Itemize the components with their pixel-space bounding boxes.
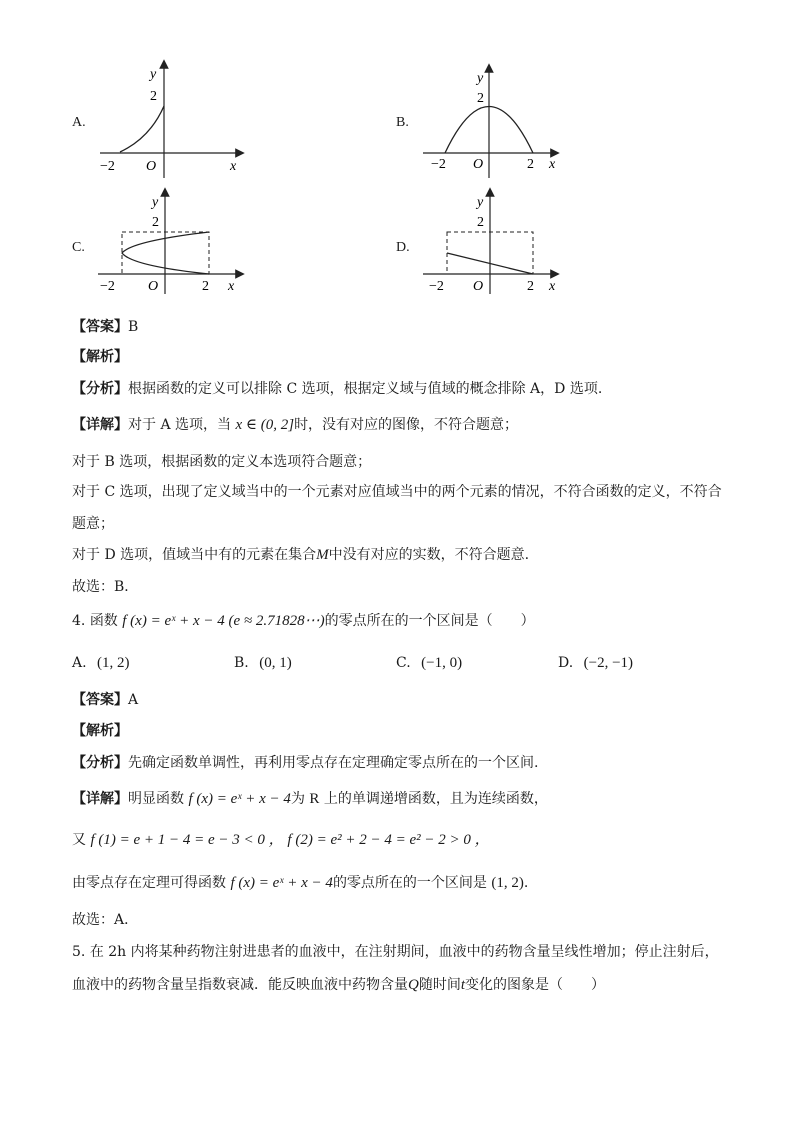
detail-text: 对于 A 选项，当 <box>128 417 232 433</box>
line-text: . <box>523 875 529 891</box>
option-a[interactable] <box>72 653 130 673</box>
fenxi-tag: 【分析】 <box>72 755 128 771</box>
fenxi-text: 先确定函数单调性，再利用零点存在定理确定零点所在的一个区间. <box>128 755 539 771</box>
option-b[interactable] <box>234 653 292 673</box>
q4-line3 <box>72 873 528 893</box>
option-value: (0, 1) <box>259 655 292 671</box>
detail-math: x ∈ (0, 2] <box>235 417 295 433</box>
answer-tag: 【答案】 <box>72 692 128 708</box>
y-tick-label: 2 <box>150 89 157 104</box>
option-label: A. <box>72 655 87 671</box>
q4-conclusion: 故选：A． <box>72 912 139 928</box>
y-axis-label: y <box>477 71 484 86</box>
detail-text: 时，没有对应的图像，不符合题意； <box>294 417 519 433</box>
x-tick-label: −2 <box>100 279 115 294</box>
option-label: B. <box>396 115 409 130</box>
detail-text: 上的单调递增函数，且为连续函数， <box>323 791 548 807</box>
x-tick-label: −2 <box>431 157 446 172</box>
stem-text: 函数 <box>89 613 118 629</box>
function-curve <box>120 106 164 152</box>
origin-label: O <box>148 279 159 294</box>
answer-value: B <box>128 319 139 335</box>
detail-tag: 【详解】 <box>72 417 128 433</box>
q4-line2 <box>72 830 490 850</box>
q5-line2 <box>72 975 605 995</box>
fenxi-tag: 【分析】 <box>72 381 128 397</box>
q5-line1 <box>72 942 719 962</box>
line-text: 对于 D 选项，值域当中有的元素在集合 <box>72 547 317 563</box>
var-q: Q <box>408 977 419 993</box>
x-tick-label: 2 <box>527 279 534 294</box>
y-tick-label: 2 <box>477 91 484 106</box>
option-value: (−2, −1) <box>583 655 634 671</box>
origin-label: O <box>473 279 484 294</box>
x-tick-label: −2 <box>100 159 115 174</box>
stem-text: 血液中的药物含量呈指数衰减．能反映血液中药物含量 <box>72 977 408 993</box>
q4-stem <box>72 611 535 631</box>
analysis-tag: 【解析】 <box>72 349 128 365</box>
q3-conclusion: 故选：B． <box>72 579 139 595</box>
stem-text: 的零点所在的一个区间是（ ） <box>324 613 535 629</box>
q3-fenxi-line <box>72 379 602 399</box>
option-c[interactable] <box>396 653 462 673</box>
x-axis-label: x <box>230 159 237 174</box>
q3-detail-line <box>72 415 518 435</box>
stem-text: 随时间 <box>418 977 461 993</box>
graph-c-figure <box>92 186 252 296</box>
y-axis-label: y <box>152 195 159 210</box>
q4-detail-line <box>72 789 548 809</box>
option-label: C. <box>396 655 411 671</box>
q3-line-b: 对于 B 选项，根据函数的定义本选项符合题意； <box>72 454 372 470</box>
analysis-tag: 【解析】 <box>72 723 128 739</box>
option-label: A. <box>72 115 86 130</box>
y-tick-label: 2 <box>477 215 484 230</box>
detail-tag: 【详解】 <box>72 791 128 807</box>
q3-answer-line <box>72 317 138 337</box>
option-d[interactable] <box>558 653 633 673</box>
line-text: 中没有对应的实数，不符合题意. <box>328 547 530 563</box>
x-axis-label: x <box>549 279 556 294</box>
answer-value: A <box>128 692 139 708</box>
x-tick-label: 2 <box>527 157 534 172</box>
detail-math-r: R <box>309 791 320 807</box>
q3-line-c2: 题意； <box>72 516 114 532</box>
y-tick-label: 2 <box>152 215 159 230</box>
answer-tag: 【答案】 <box>72 319 128 335</box>
set-m: M <box>316 547 329 563</box>
line-text: 又 <box>72 832 86 848</box>
line-text: 由零点存在定理可得函数 <box>72 875 226 891</box>
x-tick-label: 2 <box>202 279 209 294</box>
detail-math: f (x) = eˣ + x − 4 <box>188 791 291 807</box>
line-text: 的零点所在的一个区间是 <box>332 875 487 891</box>
var-t: t <box>460 977 466 993</box>
graph-d-figure <box>415 186 565 296</box>
origin-label: O <box>146 159 157 174</box>
option-label: C. <box>72 240 85 255</box>
q3-line-c1: 对于 C 选项，出现了定义域当中的一个元素对应值域当中的两个元素的情况，不符合函数的定义，不符合 <box>72 484 722 500</box>
question-number: 4. <box>72 613 86 629</box>
stem-math: f (x) = eˣ + x − 4 (e ≈ 2.71828⋯) <box>122 613 325 629</box>
x-axis-label: x <box>549 157 556 172</box>
line-math: f (x) = eˣ + x − 4 <box>230 875 333 891</box>
stem-text: 变化的图象是（ ） <box>465 977 606 993</box>
detail-text: 明显函数 <box>128 791 184 807</box>
option-label: B. <box>234 655 249 671</box>
option-value: (1, 2) <box>97 655 130 671</box>
option-label: D. <box>558 655 574 671</box>
q4-fenxi-line <box>72 753 538 773</box>
stem-text: 在 2h 内将某种药物注射进患者的血液中，在注射期间，血液中的药物含量呈线性增加；停止注射后， <box>89 944 719 960</box>
detail-text: 为 <box>290 791 305 807</box>
graph-a-figure <box>90 58 250 183</box>
option-value: (−1, 0) <box>421 655 463 671</box>
y-axis-label: y <box>150 67 157 82</box>
x-axis-label: x <box>228 279 235 294</box>
origin-label: O <box>473 157 484 172</box>
y-axis-label: y <box>477 195 484 210</box>
graph-b-figure <box>415 62 565 182</box>
option-label: D. <box>396 240 410 255</box>
q3-line-d <box>72 545 529 565</box>
q4-answer-line <box>72 690 138 710</box>
fenxi-text: 根据函数的定义可以排除 C 选项，根据定义域与值域的概念排除 A，D 选项. <box>128 381 603 397</box>
line-math: f (1) = e + 1 − 4 = e − 3 < 0 ， f (2) = e² + 2 − 4 = e² − 2 > 0 ， <box>90 832 490 848</box>
x-tick-label: −2 <box>429 279 444 294</box>
line-math: (1, 2) <box>491 875 524 891</box>
question-number: 5. <box>72 944 86 960</box>
